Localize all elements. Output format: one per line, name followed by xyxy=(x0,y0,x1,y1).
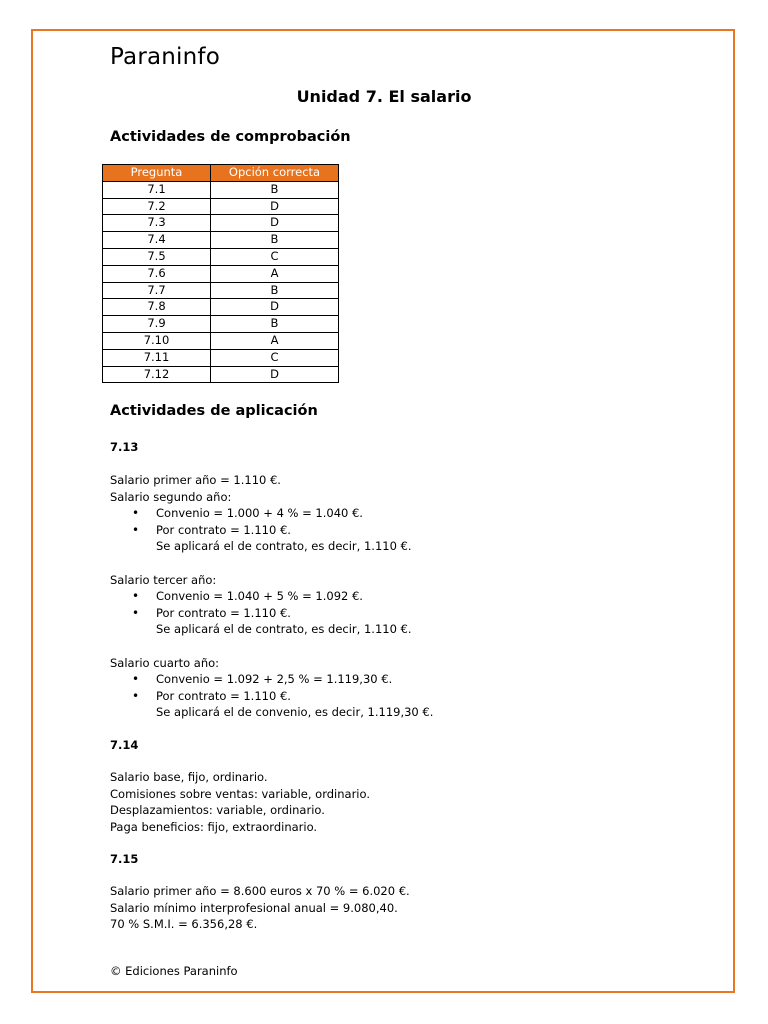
answer-cell: C xyxy=(211,248,339,265)
question-cell: 7.4 xyxy=(103,232,211,249)
section-title-apply: Actividades de aplicación xyxy=(110,403,318,419)
column-header-question: Pregunta xyxy=(103,165,211,182)
question-cell: 7.8 xyxy=(103,299,211,316)
question-cell: 7.12 xyxy=(103,366,211,383)
list-item xyxy=(110,671,433,688)
brand-logo-text: Paraninfo xyxy=(110,44,220,70)
footer-copyright: © Ediciones Paraninfo xyxy=(110,964,238,978)
answer-cell: C xyxy=(211,349,339,366)
table-row xyxy=(103,349,339,366)
table-row xyxy=(103,181,339,198)
question-cell: 7.1 xyxy=(103,181,211,198)
question-cell: 7.10 xyxy=(103,332,211,349)
list-item xyxy=(110,505,433,522)
text-line: Salario cuarto año: xyxy=(110,655,220,670)
table-row xyxy=(103,265,339,282)
spacer xyxy=(110,638,433,655)
question-cell: 7.5 xyxy=(103,248,211,265)
answer-cell: B xyxy=(211,232,339,249)
exercise-body-7-14 xyxy=(110,769,370,835)
answer-cell: A xyxy=(211,332,339,349)
list-item-text: Por contrato = 1.110 €. xyxy=(156,605,291,620)
bullet-icon: • xyxy=(132,506,140,521)
question-cell: 7.9 xyxy=(103,316,211,333)
list-item-text: Por contrato = 1.110 €. xyxy=(156,522,291,537)
text-line: Salario tercer año: xyxy=(110,572,217,587)
table-row xyxy=(103,332,339,349)
answer-cell: A xyxy=(211,265,339,282)
bullet-icon: • xyxy=(132,672,140,687)
bullet-icon: • xyxy=(132,688,140,703)
list-item xyxy=(110,688,433,705)
list-item xyxy=(110,522,433,539)
answer-cell: D xyxy=(211,366,339,383)
table-row xyxy=(103,316,339,333)
answers-table xyxy=(102,164,339,383)
answer-cell: B xyxy=(211,316,339,333)
table-row xyxy=(103,366,339,383)
exercise-label-7-15: 7.15 xyxy=(110,852,139,866)
text-line: Salario mínimo interprofesional anual = 9.080,40. xyxy=(110,900,398,915)
answer-cell: D xyxy=(211,215,339,232)
exercise-label-7-14: 7.14 xyxy=(110,738,139,752)
answer-cell: B xyxy=(211,282,339,299)
text-line: Se aplicará el de contrato, es decir, 1.110 €. xyxy=(156,622,412,637)
table-header-row xyxy=(103,165,339,182)
question-cell: 7.6 xyxy=(103,265,211,282)
text-line: Salario primer año = 1.110 €. xyxy=(110,473,281,487)
answer-cell: D xyxy=(211,198,339,215)
question-cell: 7.11 xyxy=(103,349,211,366)
exercise-label-7-13: 7.13 xyxy=(110,440,139,454)
table-row xyxy=(103,198,339,215)
text-line: Salario base, fijo, ordinario. xyxy=(110,770,268,784)
question-cell: 7.3 xyxy=(103,215,211,232)
text-line: 70 % S.M.I. = 6.356,28 €. xyxy=(110,917,258,932)
exercise-body-7-13 xyxy=(110,472,433,721)
question-cell: 7.2 xyxy=(103,198,211,215)
exercise-body-7-15 xyxy=(110,883,410,933)
bullet-icon: • xyxy=(132,605,140,620)
bullet-icon: • xyxy=(132,522,140,537)
answer-cell: D xyxy=(211,299,339,316)
text-line: Comisiones sobre ventas: variable, ordinario. xyxy=(110,786,370,801)
table-row xyxy=(103,215,339,232)
answer-cell: B xyxy=(211,181,339,198)
text-line: Se aplicará el de contrato, es decir, 1.110 €. xyxy=(156,539,412,554)
list-item-text: Convenio = 1.092 + 2,5 % = 1.119,30 €. xyxy=(156,672,393,687)
table-row xyxy=(103,282,339,299)
text-line: Paga beneficios: fijo, extraordinario. xyxy=(110,819,318,834)
question-cell: 7.7 xyxy=(103,282,211,299)
list-item-text: Convenio = 1.000 + 4 % = 1.040 €. xyxy=(156,506,363,521)
list-item-text: Por contrato = 1.110 €. xyxy=(156,688,291,703)
section-title-check: Actividades de comprobación xyxy=(110,129,351,145)
table-row xyxy=(103,299,339,316)
text-line: Salario segundo año: xyxy=(110,489,232,504)
list-item-text: Convenio = 1.040 + 5 % = 1.092 €. xyxy=(156,589,363,604)
unit-title: Unidad 7. El salario xyxy=(296,87,472,106)
text-line: Salario primer año = 8.600 euros x 70 % = 6.020 €. xyxy=(110,884,410,898)
text-line: Desplazamientos: variable, ordinario. xyxy=(110,803,325,818)
column-header-answer: Opción correcta xyxy=(211,165,339,182)
list-item xyxy=(110,588,433,605)
text-line: Se aplicará el de convenio, es decir, 1.119,30 €. xyxy=(156,705,434,720)
list-item xyxy=(110,605,433,622)
spacer xyxy=(110,555,433,572)
bullet-icon: • xyxy=(132,589,140,604)
table-row xyxy=(103,248,339,265)
table-row xyxy=(103,232,339,249)
